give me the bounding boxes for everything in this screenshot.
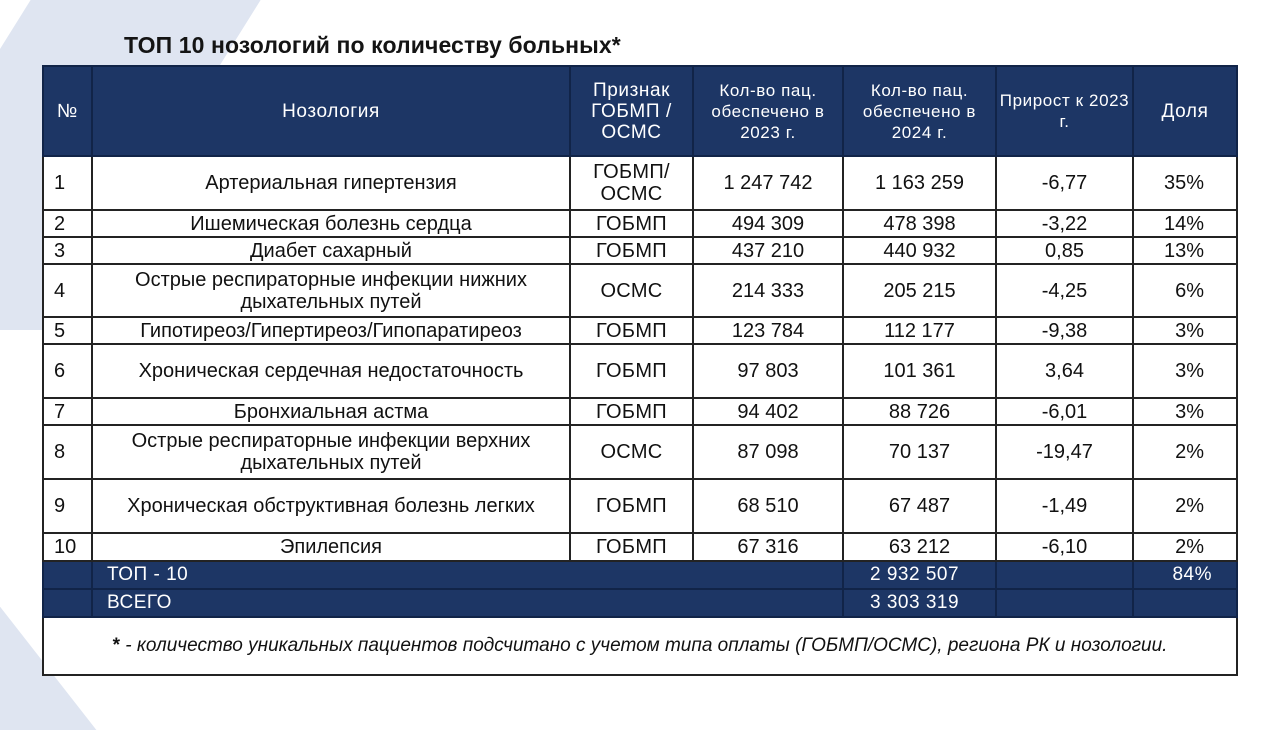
row-sign: ОСМС <box>570 264 693 317</box>
header-no: № <box>43 66 92 156</box>
row-nosology: Ишемическая болезнь сердца <box>92 210 570 237</box>
row-share: 3% <box>1133 344 1237 398</box>
table-row <box>43 237 1237 264</box>
row-share: 14% <box>1133 210 1237 237</box>
header-share: Доля <box>1133 66 1237 156</box>
summary-empty-cell <box>1133 589 1237 617</box>
summary-row-top10 <box>43 561 1237 589</box>
table-row <box>43 156 1237 210</box>
table-row <box>43 264 1237 317</box>
header-nosology: Нозология <box>92 66 570 156</box>
summary-top10-share: 84% <box>1133 561 1237 589</box>
row-growth: 3,64 <box>996 344 1133 398</box>
row-count-2023: 123 784 <box>693 317 843 344</box>
header-sign: Признак ГОБМП / ОСМС <box>570 66 693 156</box>
row-count-2023: 494 309 <box>693 210 843 237</box>
summary-empty-cell <box>43 561 92 589</box>
row-count-2023: 97 803 <box>693 344 843 398</box>
row-sign: ГОБМП <box>570 479 693 533</box>
row-share: 13% <box>1133 237 1237 264</box>
row-no: 6 <box>43 344 92 398</box>
row-nosology: Острые респираторные инфекции нижних дыхательных путей <box>92 264 570 317</box>
row-no: 2 <box>43 210 92 237</box>
row-share: 2% <box>1133 425 1237 479</box>
row-nosology: Артериальная гипертензия <box>92 156 570 210</box>
row-sign: ГОБМП <box>570 533 693 561</box>
row-count-2024: 440 932 <box>843 237 996 264</box>
summary-total-label: ВСЕГО <box>92 589 843 617</box>
row-count-2024: 205 215 <box>843 264 996 317</box>
row-sign: ГОБМП/ ОСМС <box>570 156 693 210</box>
row-nosology: Хроническая сердечная недостаточность <box>92 344 570 398</box>
row-count-2024: 67 487 <box>843 479 996 533</box>
row-share: 3% <box>1133 317 1237 344</box>
footnote-row <box>43 617 1237 675</box>
page-title: ТОП 10 нозологий по количеству больных* <box>124 32 621 58</box>
row-no: 4 <box>43 264 92 317</box>
row-sign: ОСМС <box>570 425 693 479</box>
row-count-2023: 94 402 <box>693 398 843 425</box>
row-share: 2% <box>1133 533 1237 561</box>
table-row <box>43 479 1237 533</box>
row-sign: ГОБМП <box>570 344 693 398</box>
table-row <box>43 425 1237 479</box>
row-share: 2% <box>1133 479 1237 533</box>
row-count-2023: 68 510 <box>693 479 843 533</box>
row-share: 6% <box>1133 264 1237 317</box>
row-share: 3% <box>1133 398 1237 425</box>
row-growth: -19,47 <box>996 425 1133 479</box>
row-nosology: Бронхиальная астма <box>92 398 570 425</box>
row-count-2024: 88 726 <box>843 398 996 425</box>
row-count-2024: 70 137 <box>843 425 996 479</box>
row-growth: -4,25 <box>996 264 1133 317</box>
row-count-2023: 437 210 <box>693 237 843 264</box>
row-growth: -3,22 <box>996 210 1133 237</box>
row-count-2023: 87 098 <box>693 425 843 479</box>
footnote <box>43 617 1237 675</box>
row-no: 1 <box>43 156 92 210</box>
summary-empty-cell <box>996 561 1133 589</box>
row-growth: 0,85 <box>996 237 1133 264</box>
summary-top10-label: ТОП - 10 <box>92 561 843 589</box>
row-count-2024: 1 163 259 <box>843 156 996 210</box>
row-nosology: Хроническая обструктивная болезнь легких <box>92 479 570 533</box>
footnote-text: - количество уникальных пациентов подсчитано с учетом типа оплаты (ГОБМП/ОСМС), региона РК и нозологии. <box>119 635 1168 656</box>
row-no: 7 <box>43 398 92 425</box>
row-count-2023: 1 247 742 <box>693 156 843 210</box>
row-sign: ГОБМП <box>570 398 693 425</box>
row-no: 9 <box>43 479 92 533</box>
row-growth: -9,38 <box>996 317 1133 344</box>
row-growth: -6,77 <box>996 156 1133 210</box>
summary-empty-cell <box>996 589 1133 617</box>
table-row <box>43 344 1237 398</box>
row-count-2023: 214 333 <box>693 264 843 317</box>
table-row <box>43 317 1237 344</box>
row-no: 3 <box>43 237 92 264</box>
footnote-star: * <box>112 635 120 656</box>
row-no: 5 <box>43 317 92 344</box>
header-count-2024: Кол-во пац. обеспечено в 2024 г. <box>843 66 996 156</box>
header-growth: Прирост к 2023 г. <box>996 66 1133 156</box>
row-growth: -1,49 <box>996 479 1133 533</box>
summary-top10-value: 2 932 507 <box>843 561 996 589</box>
nosology-table <box>42 65 1238 676</box>
row-nosology: Острые респираторные инфекции верхних дыхательных путей <box>92 425 570 479</box>
summary-total-value: 3 303 319 <box>843 589 996 617</box>
row-count-2024: 63 212 <box>843 533 996 561</box>
row-share: 35% <box>1133 156 1237 210</box>
table-row <box>43 533 1237 561</box>
row-count-2024: 112 177 <box>843 317 996 344</box>
row-no: 8 <box>43 425 92 479</box>
table-row <box>43 210 1237 237</box>
row-count-2024: 101 361 <box>843 344 996 398</box>
table-header-row <box>43 66 1237 156</box>
row-no: 10 <box>43 533 92 561</box>
row-sign: ГОБМП <box>570 237 693 264</box>
row-nosology: Гипотиреоз/Гипертиреоз/Гипопаратиреоз <box>92 317 570 344</box>
row-count-2023: 67 316 <box>693 533 843 561</box>
row-count-2024: 478 398 <box>843 210 996 237</box>
row-sign: ГОБМП <box>570 317 693 344</box>
row-growth: -6,10 <box>996 533 1133 561</box>
row-growth: -6,01 <box>996 398 1133 425</box>
row-nosology: Диабет сахарный <box>92 237 570 264</box>
table-row <box>43 398 1237 425</box>
row-sign: ГОБМП <box>570 210 693 237</box>
summary-row-total <box>43 589 1237 617</box>
header-count-2023: Кол-во пац. обеспечено в 2023 г. <box>693 66 843 156</box>
summary-empty-cell <box>43 589 92 617</box>
row-nosology: Эпилепсия <box>92 533 570 561</box>
